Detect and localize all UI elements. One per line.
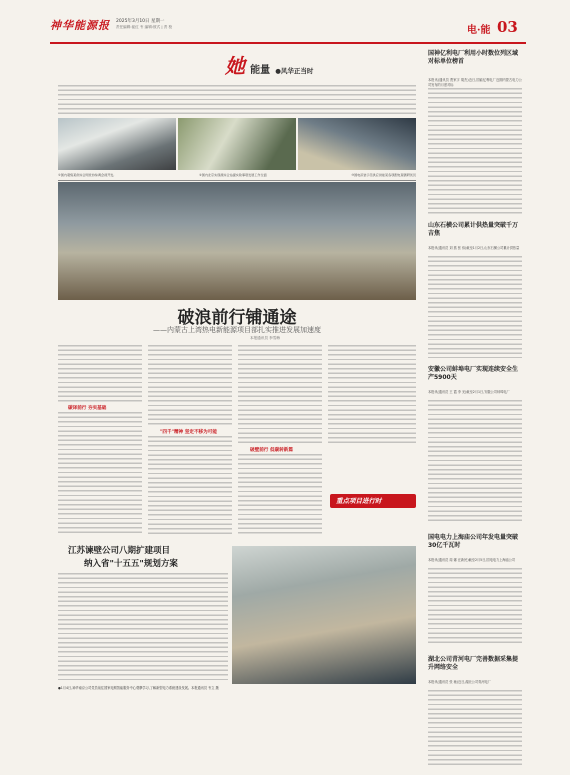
right-story-3-lead: 本报讯(通讯员 王 霞 李 光)截至2月1日,安徽公司蚌埠电厂 <box>428 390 510 394</box>
main-story-col-3 <box>238 345 322 445</box>
newspaper-logo: 神华能源报 <box>50 19 110 32</box>
banner-captions <box>58 172 416 178</box>
banner-subtitle: ●风华正当时 <box>275 67 314 75</box>
main-story-col-4 <box>328 345 416 445</box>
right-story-2-body <box>428 256 522 358</box>
photo-caption-1: ①国内观察某供综合网党协综调会视开发, <box>58 173 115 177</box>
banner-bottom-rule <box>58 180 416 181</box>
banner-photo-2 <box>178 118 296 170</box>
masthead <box>50 14 520 42</box>
main-story-subtitle: ——内蒙古上湾热电新能源项目部扎实推进发展加速度 <box>153 326 321 334</box>
lower-left-subtitle: 纳入省"十五五"规划方案 <box>84 559 178 569</box>
page-number: 03 <box>497 18 518 36</box>
lower-left-photo <box>232 546 416 684</box>
banner-photos <box>58 118 416 170</box>
right-story-4-title: 国电电力上海庙公司年发电量突破30亿千瓦时 <box>428 534 519 549</box>
right-story-5-lead: 本报讯(通讯员 张 驰)近日,湖北公司青河电厂 <box>428 680 491 684</box>
right-story-5-title: 湖北公司青河电厂完善数据采集提升网络安全 <box>428 656 519 671</box>
right-story-5-body <box>428 690 522 766</box>
banner-title <box>225 50 365 78</box>
main-story-col-2 <box>148 345 232 427</box>
right-story-1-body <box>428 88 522 216</box>
masthead-rule <box>50 42 526 44</box>
lower-left-title: 江苏谏壁公司八期扩建项目 <box>68 546 171 556</box>
main-story-col-1 <box>58 345 142 403</box>
editor-line: 责任编辑:崔红 韦 编辑:彼式 | 责 校 <box>116 25 173 29</box>
lower-left-caption: ●1月4日,神华南京公司党员前往国家电网智能服务中心观摩学习,了解新型电力系统建设发展。本报通讯员 韦立 摄 <box>58 686 219 690</box>
right-story-3-body <box>428 400 522 524</box>
main-story-byline: 本报通讯员 李雪梅 <box>250 336 280 340</box>
right-story-1-lead: 本报讯(通讯员 贾家宇 胡杰)近日,国能亿利电厂近期内蒙古电力公司发布的月度对标 <box>428 78 522 87</box>
main-story-subhead-1: 碳译前行 夯实基础 <box>68 406 107 411</box>
main-story-subhead-2: "四千"精神 坚定不移为可能 <box>160 430 217 435</box>
date-line: 2025年3月10日 星期一 <box>116 19 165 24</box>
banner-main: 能量 <box>250 65 271 76</box>
right-story-2-lead: 本报讯(通讯员 刘 燕 张 伟)截至1月2日,山东石横公司累计供热量 <box>428 246 520 250</box>
right-story-1-title: 国神亿利电厂利用小时数位列区域对标单位榜首 <box>428 50 519 65</box>
main-story-title: 破浪前行铺通途 <box>177 308 297 328</box>
section-name: 电·能 <box>467 25 491 36</box>
right-story-3-title: 安徽公司蚌埠电厂实现连续安全生产5900天 <box>428 366 519 381</box>
lower-left-body <box>58 573 228 683</box>
key-project-label: 重点项目进行时 <box>336 497 382 505</box>
banner-photo-3 <box>298 118 416 170</box>
key-project-banner <box>330 494 416 508</box>
photo-caption-2: ②国内北京实现视综合站提实验事项发展工作全面 <box>198 173 267 177</box>
main-story-photo <box>58 182 416 300</box>
main-story-col-1b <box>58 412 142 536</box>
photo-caption-3: ③国电吊装示范供应供能某各项配电观测研试员 <box>351 173 416 177</box>
right-story-2-title: 山东石横公司累计供热量突破千万吉焦 <box>428 222 519 237</box>
right-story-4-lead: 本报讯(通讯员 周 娜 汪新民)截至2月5日,国电电力上海庙公司 <box>428 558 516 562</box>
banner-intro-text <box>58 85 416 117</box>
main-story-col-3b <box>238 454 322 534</box>
banner-script: 她 <box>225 54 245 78</box>
right-column <box>424 48 526 768</box>
main-story-col-2b <box>148 436 232 536</box>
banner-photo-1 <box>58 118 176 170</box>
right-story-4-body <box>428 568 522 646</box>
main-story-subhead-3: 破壁前行 低碳转新篇 <box>250 448 293 453</box>
